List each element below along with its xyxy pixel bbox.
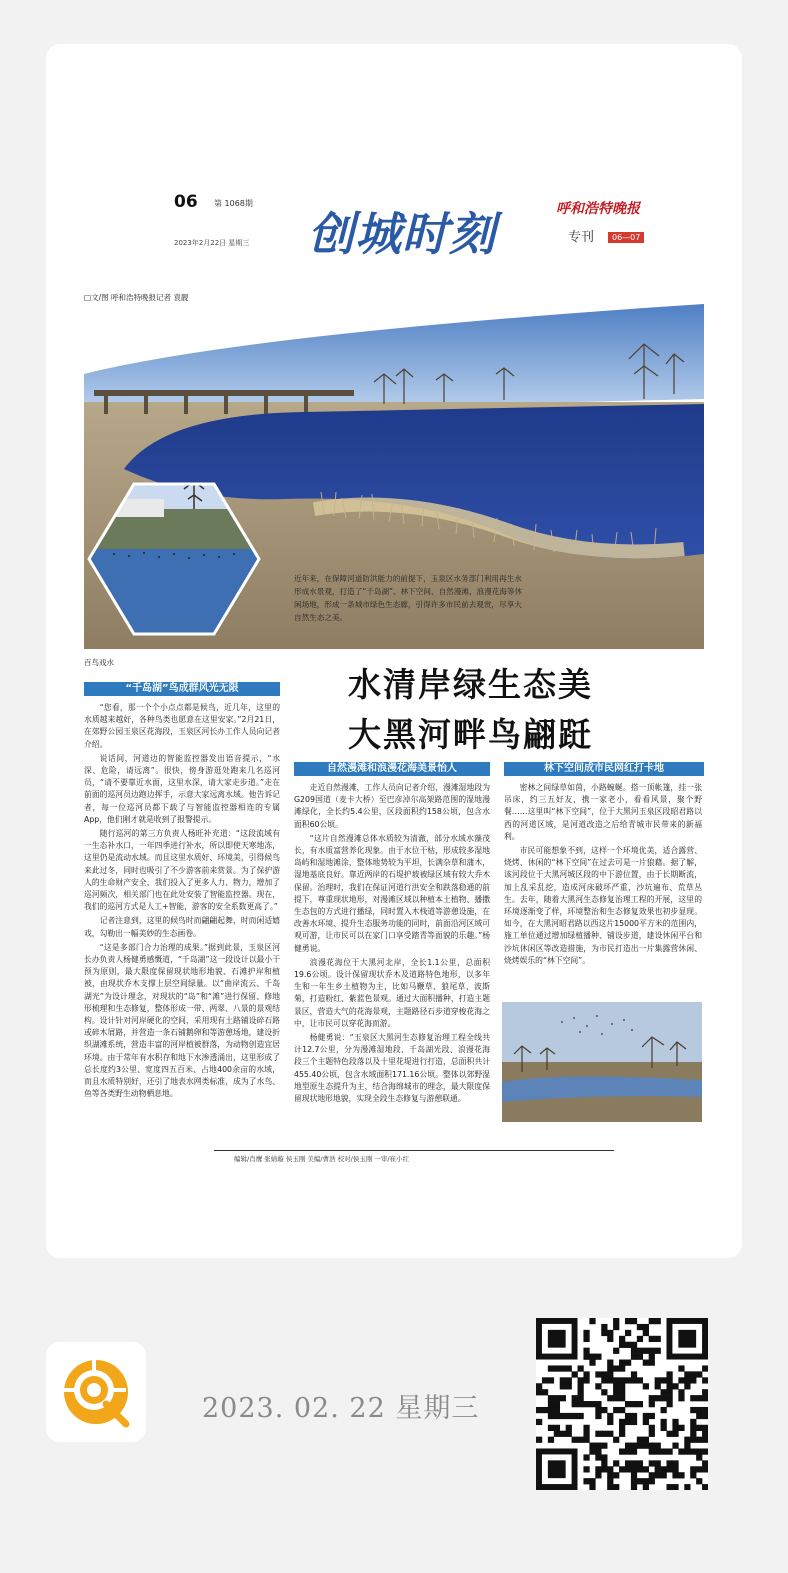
qr-code[interactable] (536, 1318, 708, 1490)
app-logo (46, 1342, 146, 1442)
paragraph: 浪漫花海位于大黑河北岸，全长1.1公里，总面积19.6公顷。设计保留现状乔木及道路特色地形，以多年生和一年生乡土植物为主，比如马鞭草、狼尾草、波斯菊，打造粉红、紫蓝色景观。通过大面积播种，打造主题景区，营造大气的花海景观，主题路径石步道穿梭花海之中，让市民可以穿花海而游。 (294, 957, 490, 1028)
paragraph: “这片自然漫滩总体水质较为清澈，部分水域水藻茂长，有水质富营养化现象。由于水位干枯，形成较多湿地岛屿和湿地滩涂，整体地势较为平坦，长满杂草和蒲木，湿地基底良好。靠近两岸的石堤护坡被绿区域有较大乔木保留。治理时，我们在保证河道行洪安全和跌落稳通的前提下，尊重现状地形，对漫滩区域以种植本土植物、播撒生态包的方式进行播绿，同时置入木栈道等游憩设施，在改善水环境、提升生态服务功能的同时，前面沿河区域可观可游，让市民可以在家门口享受踏青等面貌的乐趣。”杨健勇说。 (294, 833, 490, 953)
bottom-date: 2023. 02. 22 星期三 (202, 1393, 480, 1424)
newspaper-logo: 呼和浩特晚报 (556, 201, 640, 217)
forest-space-photo (502, 1002, 702, 1122)
search-eye-icon (46, 1342, 146, 1442)
paragraph: “您看，那一个个小点点都是候鸟，近几年，这里的水质越来越好，各种鸟类也愿意在这里安家。”2月21日，在郊野公园玉泉区花海段，玉泉区河长办工作人员向记者介绍。 (84, 703, 280, 749)
newspaper-page (84, 192, 704, 1162)
inset-photo-label: 百鸟戏水 (84, 658, 114, 667)
issue-page-number: 06 (174, 192, 198, 212)
main-headline (348, 660, 593, 760)
paragraph: 记者注意到，这里的候鸟时而翩翩起舞，时而闲适嬉戏，勾勒出一幅美妙的生态画卷。 (84, 916, 280, 938)
column-middle (294, 782, 490, 1107)
masthead-title: 创城时刻 (308, 207, 496, 261)
paragraph: 密林之间绿草如茵，小路蜿蜒。搭一顶帐篷，挂一张吊床，约三五好友，携一家老小，看看风景，聚个野餐……这里叫“林下空间”，位于大黑河玉泉区段昭君路以西的河道区域，是河道改造之后给青城市民带来的新福利。 (504, 783, 702, 841)
paragraph: “这是多部门合力治理的成果。”据到此景，玉泉区河长办负责人杨健勇感慨道，“千岛湖”这一段设计以最小干预为原则，最大限度保留现状地形地貌、石滩护岸和植被，由现状乔木支撑上层空间绿量。以“曲岸流云、千岛湖光”为设计理念，对现状的“岛”和“滩”进行保留、修地形梳理和生态修复，整体形成一带、两翠、八景的景观结构。设计针对河岸硬化的空间，采用现有土路铺设碎石路或碎木屑路，并营造一条石铺鹅卵和等游憩场地，建设折织湖滩系统，营造丰富的河岸植被群落，为动物创造宜居环境。由于常年有水积存和地下水渗透涌出，这里形成了总长度约3公里、宽度四五百米、占地400余亩的水域，而且水质特别好，还引了地表水网类标准，成为了水鸟、鱼等各类野生动物栖息地。 (84, 942, 280, 1099)
page-range-badge: 06—07 (608, 232, 644, 243)
issue-date: 2023年2月22日 星期三 (174, 239, 250, 247)
issue-total: 第 1068期 (214, 199, 253, 208)
newspaper-card (46, 44, 742, 1258)
section-title-left: “千岛湖”鸟成群风光无限 (84, 682, 280, 696)
paragraph: 市民可能想象不到，这样一个环境优美，适合露营、烧烤、休闲的“林下空间”在过去可是一片狼藉。据了解，该河段位于大黑河城区段的中下游位置，由于长期断流，加上乱采乱挖，造成河床破坏严重，沙坑遍布、荒草丛生。去年，随着大黑河生态修复治理工程的开展，这里的环境逐渐变了样，环境整治和生态修复效果也初步显现。如今，在大黑河昭君路以西这片15000平方米的范围内，施工单位通过增加绿植播种、铺设步道，建设休闲平台和沙坑休闲区等改造措施，为市民打造出一片集露营休闲、烧烤娱乐的“林下空间”。 (504, 846, 702, 965)
column-left (84, 702, 280, 1103)
photo-caption: 近年来，在保障河道防洪能力的前提下，玉泉区水务部门利用再生水形成水景观，打造了“千岛湖”、林下空间、自然漫滩、浪漫花海等休闲场地，形成一条城市绿色生态廊，引得许多市民前去观赏，尽享大自然生态之美。 (294, 574, 523, 622)
editor-credits: 编辑/肖鹰 张婧璇 侯玉刚 美编/曹浩 校对/侯玉刚 一审/崔小红 (234, 1155, 410, 1163)
section-title-right: 林下空间成市民网红打卡地 (504, 762, 704, 776)
headline-line-2: 大黑河畔鸟翩跹 (348, 715, 593, 754)
column-right (504, 782, 702, 969)
paragraph: 走近自然漫滩，工作人员向记者介绍，漫滩湿地段为G209国道（麦卡大桥）至巴彦淖尔高架路范围的湿地漫滩绿化，全长约5.4公里，区段面积约158公顷，包含水面积60公顷。 (294, 783, 490, 829)
article-credit: □文/图 呼和浩特晚报记者 袁靓 (84, 293, 189, 302)
paragraph: 杨健勇说：“玉泉区大黑河生态修复治理工程全线共计12.7公里，分为漫滩湿地段、千岛湖光段、浪漫花海段三个主题特色段落以及十里花堤进行打造，总面积共计455.40公顷，包含水域面积171.16公顷。整体以郊野湿地型原生态提升为主，结合海绵城市的理念，最大限度保留现状地形地貌，实现全段生态修复与游憩联通。 (294, 1033, 490, 1104)
section-title-middle: 自然漫滩和浪漫花海美景怡人 (294, 762, 490, 776)
paragraph: 说话间，河道边的智能监控器发出语音提示，“水深、危险，请远离”。很快，傍身游逛处跑来几名巡河员，“请不要靠近水面，这里水深，请大家走步道。”走在前面的巡河员边跑边挥手，示意大家远离水域。他告诉记者，每一位巡河员都下载了与智能监控器相连的专属App，他们刚才就是收到了报警提示。 (84, 753, 280, 824)
special-label: 专刊 (568, 230, 595, 245)
paragraph: 随行巡河的第三方负责人杨旺补充道：“这段流域有一生态补水口，一年四季进行补水，所以即使天寒地冻，这里仍是流动水域。而且这里水质好、环境美，引得候鸟来此过冬，同时也吸引了不少游客前来赏景。为了保护游人的生命财产安全，我们投入了更多人力、物力，增加了巡河频次，相关部门也在此处安装了智能监控器。现在，我们的巡河方式是人工+智能，游客的安全系数更高了。” (84, 829, 280, 912)
footer-rule (214, 1150, 614, 1151)
headline-line-1: 水清岸绿生态美 (348, 665, 593, 704)
